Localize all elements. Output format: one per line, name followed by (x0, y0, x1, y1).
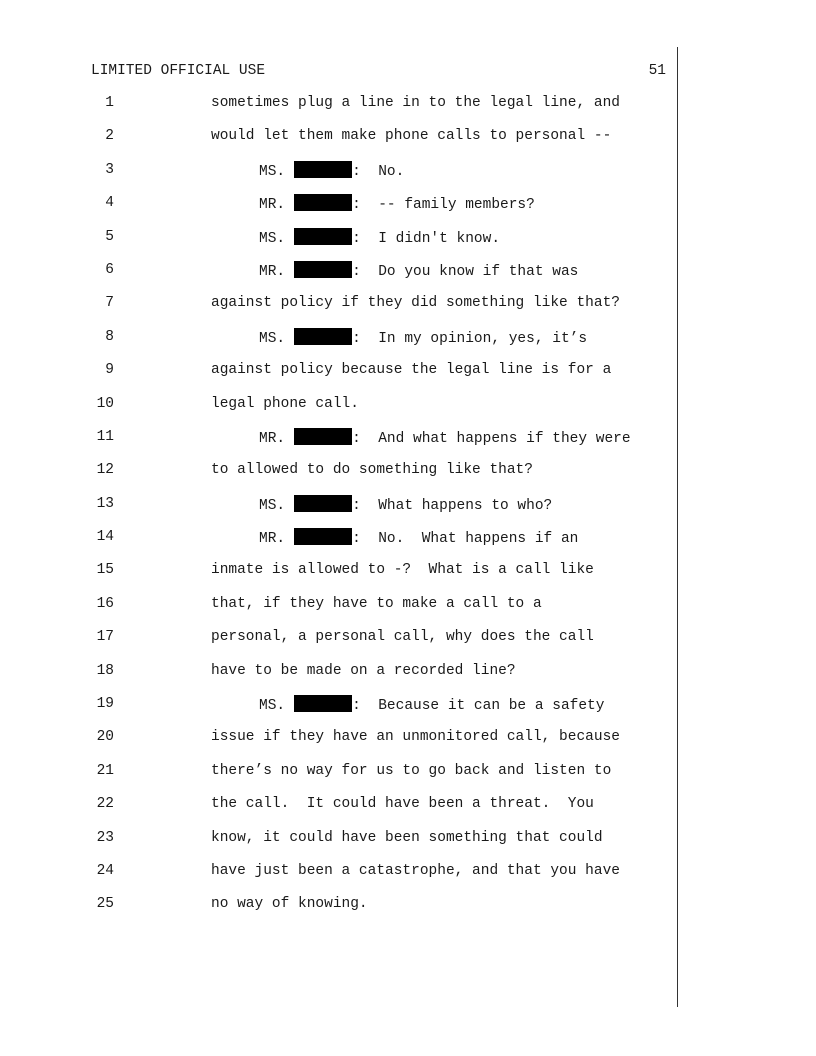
transcript-line (0, 895, 680, 928)
line-text (211, 561, 594, 579)
line-text (259, 528, 578, 548)
line-number: 5 (105, 228, 114, 245)
spoken-text: against policy because the legal line is for a (211, 362, 612, 379)
transcript-line (0, 829, 680, 862)
line-text (259, 495, 552, 515)
transcript-line (0, 528, 680, 561)
spoken-text: would let them make phone calls to personal -- (211, 128, 612, 145)
spoken-text: : In my opinion, yes, it’s (352, 330, 588, 347)
spoken-text: personal, a personal call, why does the call (211, 629, 594, 646)
line-number: 7 (105, 295, 114, 312)
line-number: 2 (105, 128, 114, 145)
line-text (259, 228, 500, 248)
line-number: 21 (96, 762, 114, 779)
spoken-text: : No. (352, 163, 405, 180)
transcript-line (0, 662, 680, 695)
line-text (211, 361, 611, 379)
transcript-line (0, 461, 680, 494)
line-text (259, 194, 535, 214)
redaction-block (294, 695, 352, 712)
line-text (259, 428, 631, 448)
redaction-block (294, 228, 352, 245)
line-text (211, 595, 542, 613)
spoken-text: : Do you know if that was (352, 263, 579, 280)
speaker-label: MS. (259, 230, 286, 247)
page-number: 51 (648, 63, 666, 79)
line-number: 22 (96, 796, 114, 813)
redaction-block (294, 261, 352, 278)
speaker-label: MS. (259, 698, 286, 715)
redaction-block (294, 528, 352, 545)
line-text (211, 762, 611, 780)
line-number: 17 (96, 629, 114, 646)
line-number: 6 (105, 261, 114, 278)
spoken-text: know, it could have been something that could (211, 829, 603, 846)
spoken-text: have to be made on a recorded line? (211, 662, 516, 679)
spoken-text: the call. It could have been a threat. You (211, 796, 594, 813)
spoken-text: sometimes plug a line in to the legal line, and (211, 95, 620, 111)
line-number: 8 (105, 328, 114, 345)
redaction-block (294, 328, 352, 345)
spoken-text: : I didn't know. (352, 230, 501, 247)
transcript-line (0, 294, 680, 327)
transcript-line (0, 194, 680, 227)
spoken-text: issue if they have an unmonitored call, because (211, 729, 620, 746)
line-number: 18 (96, 662, 114, 679)
line-number: 15 (96, 562, 114, 579)
spoken-text: : Because it can be a safety (352, 698, 605, 715)
spoken-text: legal phone call. (211, 395, 359, 412)
line-text (259, 328, 587, 348)
transcript-line (0, 795, 680, 828)
spoken-text: : -- family members? (352, 197, 535, 214)
line-number: 23 (96, 829, 114, 846)
speaker-label: MS. (259, 497, 286, 514)
line-text (259, 161, 404, 181)
line-text (211, 461, 533, 479)
spoken-text: inmate is allowed to -? What is a call like (211, 562, 594, 579)
line-text (211, 829, 603, 847)
line-number: 3 (105, 161, 114, 178)
spoken-text: have just been a catastrophe, and that you have (211, 862, 620, 879)
spoken-text: against policy if they did something like that? (211, 295, 620, 312)
line-number: 11 (96, 428, 114, 445)
transcript-line (0, 762, 680, 795)
transcript-line (0, 495, 680, 528)
transcript-line (0, 595, 680, 628)
speaker-label: MS. (259, 163, 286, 180)
redaction-block (294, 495, 352, 512)
line-text (259, 695, 604, 715)
transcript-line (0, 695, 680, 728)
line-number: 25 (96, 896, 114, 913)
classification-header: LIMITED OFFICIAL USE (91, 63, 266, 79)
line-number: 16 (96, 595, 114, 612)
spoken-text: : What happens to who? (352, 497, 553, 514)
transcript-lines (0, 94, 680, 929)
line-number: 19 (96, 696, 114, 713)
spoken-text: : And what happens if they were (352, 430, 631, 447)
speaker-label: MR. (259, 531, 286, 548)
transcript-line (0, 428, 680, 461)
line-text (211, 127, 611, 145)
spoken-text: no way of knowing. (211, 896, 368, 913)
spoken-text: that, if they have to make a call to a (211, 595, 542, 612)
line-number: 1 (105, 95, 114, 111)
transcript-line (0, 94, 680, 127)
transcript-line (0, 862, 680, 895)
transcript-line (0, 328, 680, 361)
transcript-line (0, 395, 680, 428)
line-text (211, 895, 368, 913)
line-number: 13 (96, 495, 114, 512)
transcript-line (0, 127, 680, 160)
transcript-line (0, 228, 680, 261)
speaker-label: MR. (259, 430, 286, 447)
spoken-text: there’s no way for us to go back and listen to (211, 762, 612, 779)
line-text (211, 728, 620, 746)
redaction-block (294, 428, 352, 445)
speaker-label: MS. (259, 330, 286, 347)
line-text (211, 862, 620, 880)
line-text (259, 261, 578, 281)
line-number: 9 (105, 362, 114, 379)
transcript-line (0, 261, 680, 294)
speaker-label: MR. (259, 197, 286, 214)
line-number: 10 (96, 395, 114, 412)
speaker-label: MR. (259, 263, 286, 280)
transcript-line (0, 628, 680, 661)
spoken-text: : No. What happens if an (352, 531, 579, 548)
redaction-block (294, 194, 352, 211)
line-number: 14 (96, 529, 114, 546)
line-text (211, 662, 516, 680)
line-text (211, 294, 620, 312)
line-number: 12 (96, 462, 114, 479)
line-text (211, 795, 594, 813)
line-number: 24 (96, 862, 114, 879)
line-text (211, 94, 620, 112)
spoken-text: to allowed to do something like that? (211, 462, 533, 479)
line-text (211, 628, 594, 646)
line-text (211, 395, 359, 413)
transcript-line (0, 561, 680, 594)
redaction-block (294, 161, 352, 178)
line-number: 4 (105, 195, 114, 212)
transcript-line (0, 161, 680, 194)
transcript-line (0, 728, 680, 761)
line-number: 20 (96, 729, 114, 746)
transcript-line (0, 361, 680, 394)
